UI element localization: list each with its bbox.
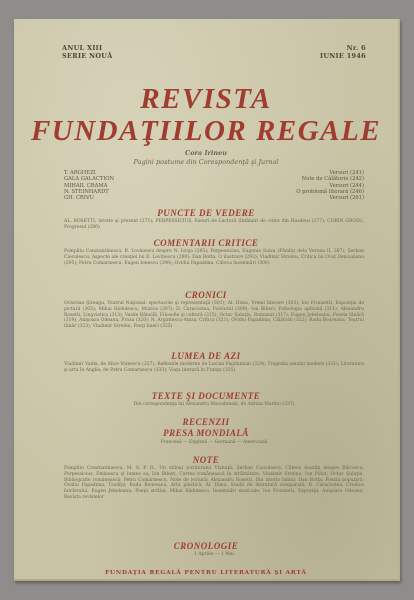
featured-title: Cora Irineu <box>185 149 227 157</box>
section-text-comentarii: Pompiliu Constantinescu, B. Lovinescu despre N. Iorga (285); Perpessicius, Eugenio Suiza (Pămînt dela Vorona II, 287); Şerban Cioculescu, Aspecte ale creaţiei lui E. Lovinescu (290); Dan Botta, O ilustrare (293); Vladimir Streinu, Critica lui Ovid Densusianu (295); Petru Comarnescu, Eugen Ionescu (298); Ovidiu Papadima, Câteva însemnări (300) <box>64 249 364 266</box>
section-title-puncte: PUNCTE DE VEDERE <box>157 208 255 218</box>
section-text-cronologie: 1 Aprilie — 1 Mai <box>194 552 234 557</box>
section-title-note: NOTE <box>192 455 220 465</box>
toc-work: Versuri (241) <box>329 170 364 176</box>
issue-header-left <box>62 44 113 60</box>
table-of-contents <box>64 170 364 201</box>
section-title-presa: PRESA MONDIALĂ <box>163 428 249 438</box>
section-title-cronologie: CRONOLOGIE <box>173 541 239 551</box>
section-title-comentarii: COMENTARII CRITICE <box>153 238 259 248</box>
toc-work: Versuri (244) <box>329 182 364 189</box>
toc-work: Versuri (261) <box>329 195 364 202</box>
section-text-puncte: AL. ROSETTI, Istorie şi prezent (271); PERPESSICIUS, Eseuri de Lectură (întâlniri de citire din Hasdeu) (277); CORIN GROSU, Progresul (280) <box>64 219 364 230</box>
toc-author: MIHAIL CRAMA <box>64 182 108 189</box>
publisher-footer: FUNDAŢIA REGALĂ PENTRU LITERATURĂ ŞI ARTĂ <box>105 570 307 576</box>
issue-year: ANUL XIII <box>62 44 103 52</box>
issue-month: IUNIE 1946 <box>320 52 366 60</box>
section-text-cronici: Octavian Şireagu, Teatrul Naţional: spectacole şi reprezentaţii (301); Al. Dima, Vremi literare (303); Ion Frunzetti, Expoziţia de pictură (305); Mihai Rădulescu, Muzica (307); D. Caracostea, Folclorul (309); Ion Biberi, Psihologia aplicată (311); Alexandru Rosetti, Lingvistica (313); Vasile Băncilă, Filosofie şi cultură (315); Octav Şuluţiu, Romanul (317); Eugen Jebeleanu, Poezia tânără (319); Anişoara Odeanu, Proza (320); N. Argintescu-Amza, Critica (321); Ovidiu Papadima, Călătorii (322); Radu Boureanu, Teatrul tânăr (323); Vladimir Streinu, Poeţi tineri (325) <box>64 301 364 330</box>
toc-author: N. STEINHARDT <box>64 188 109 195</box>
toc-author: T. ARGHEZI <box>64 170 96 176</box>
section-text-lumea: Vladimir Vaida, de Alice Voinescu (327); Reflexiile moderne de Lucian Pagdamian (329); Tragedia omului modern (331); Literatura şi arta în Anglia, de Petru Comarnescu (333); Viaţa literară în Franţa (335) <box>64 362 364 373</box>
section-title-texte: TEXTE ŞI DOCUMENTE <box>151 391 261 401</box>
issue-number: Nr. 6 <box>346 44 366 52</box>
section-text-presa: Franceză — Engleză — Germană — Americană <box>160 440 268 445</box>
featured-subline: Pagini postume din Corespondenţă şi Jurnal <box>133 158 279 166</box>
magazine-title-line1: REVISTA <box>140 83 272 115</box>
issue-series: SERIE NOUĂ <box>62 52 113 60</box>
section-text-note: Pompiliu Constantinescu, M. S. P. R., Un stiloul scriitorului Vlahuţă; Şerban Cioculescu, Câteva noutăţi despre Bălcescu; Perpessicius, Eminescu şi lumea sa; Ion Biberi, Cartea românească în străinătate; Vladimir Streinu, Ion Pillat; Octav Şuluţiu, Bibliografie românească; Petru Comarnescu, Note de lectură; Alexandru Rosetti, Din istoria limbii; Dan Botta, Poezia populară; Ovidiu Papadima, Tradiţii; Radu Boureanu, Arta plastică; Al. Dima, Studii de literatură comparată; D. Caracostea, Cronica folclorului; Eugen Jebeleanu, Poeţii străini; Mihai Rădulescu, Însemnări muzicale; Ion Frunzetti, Expoziţii; Anişoara Odeanu, Revista revistelor <box>64 466 364 500</box>
toc-author: GH. CRIVU <box>64 195 95 202</box>
toc-work: Note de Călătorie (242) <box>301 176 364 183</box>
section-title-cronici: CRONICI <box>185 290 227 300</box>
magazine-cover <box>14 19 400 581</box>
section-text-texte: Din corespondenţa lui Alexandru Macedonski, de Adrian Marino (337) <box>133 402 295 407</box>
toc-author: GALA GALACTION <box>64 176 115 183</box>
magazine-title-line2: FUNDAŢIILOR REGALE <box>30 115 382 147</box>
section-title-lumea: LUMEA DE AZI <box>171 351 241 361</box>
toc-work: O problemă literară (246) <box>296 188 364 195</box>
section-title-recenzii: RECENZII <box>182 417 230 427</box>
toc-row <box>64 195 364 201</box>
issue-header-right <box>320 44 366 60</box>
